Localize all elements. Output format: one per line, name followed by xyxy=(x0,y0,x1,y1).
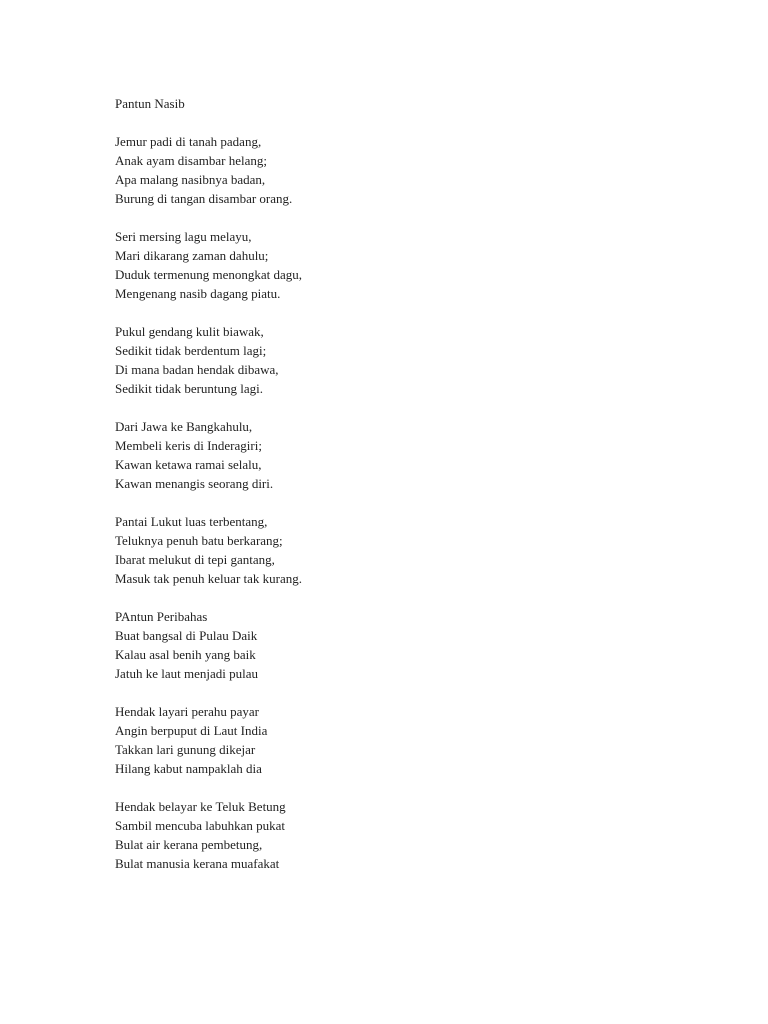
stanza-line: Teluknya penuh batu berkarang; xyxy=(115,533,283,548)
stanza-line: Takkan lari gunung dikejar xyxy=(115,742,256,757)
stanza-line: Sambil mencuba labuhkan pukat xyxy=(115,818,286,833)
document-title: Pantun Nasib xyxy=(115,96,185,111)
stanza-line: Jemur padi di tanah padang, xyxy=(115,134,262,149)
stanza-line: Membeli keris di Inderagiri; xyxy=(115,438,262,453)
stanza-line: Anak ayam disambar helang; xyxy=(115,153,267,168)
stanza-line: Apa malang nasibnya badan, xyxy=(115,172,266,187)
stanza xyxy=(115,132,715,208)
stanza-line: Mengenang nasib dagang piatu. xyxy=(115,286,281,301)
stanza-line: Angin berpuput di Laut India xyxy=(115,723,268,738)
stanza-line: Jatuh ke laut menjadi pulau xyxy=(115,666,258,681)
stanza-line: Kawan ketawa ramai selalu, xyxy=(115,457,262,472)
poem-text xyxy=(115,94,715,873)
stanza-line: Buat bangsal di Pulau Daik xyxy=(115,628,258,643)
stanza xyxy=(115,607,715,683)
stanza-line: Hendak layari perahu payar xyxy=(115,704,260,719)
stanza-line: Pukul gendang kulit biawak, xyxy=(115,324,264,339)
stanza-line: Ibarat melukut di tepi gantang, xyxy=(115,552,275,567)
stanza-line: Mari dikarang zaman dahulu; xyxy=(115,248,269,263)
stanza-line: Kalau asal benih yang baik xyxy=(115,647,256,662)
stanza xyxy=(115,797,715,873)
stanza xyxy=(115,512,715,588)
stanza-line: Burung di tangan disambar orang. xyxy=(115,191,293,206)
stanza-line: PAntun Peribahas xyxy=(115,609,208,624)
stanza-line: Masuk tak penuh keluar tak kurang. xyxy=(115,571,303,586)
stanza-line: Hendak belayar ke Teluk Betung xyxy=(115,799,286,814)
stanza-line: Di mana badan hendak dibawa, xyxy=(115,362,279,377)
stanza-line: Kawan menangis seorang diri. xyxy=(115,476,274,491)
stanza xyxy=(115,417,715,493)
stanza xyxy=(115,227,715,303)
stanza xyxy=(115,322,715,398)
stanza-line: Pantai Lukut luas terbentang, xyxy=(115,514,268,529)
stanza-line: Hilang kabut nampaklah dia xyxy=(115,761,262,776)
stanza-line: Seri mersing lagu melayu, xyxy=(115,229,252,244)
stanza xyxy=(115,702,715,778)
stanza-line: Sedikit tidak beruntung lagi. xyxy=(115,381,264,396)
stanza-line: Dari Jawa ke Bangkahulu, xyxy=(115,419,253,434)
stanza-line: Bulat manusia kerana muafakat xyxy=(115,856,280,871)
stanza-line: Duduk termenung menongkat dagu, xyxy=(115,267,303,282)
stanza-line: Bulat air kerana pembetung, xyxy=(115,837,263,852)
stanza-line: Sedikit tidak berdentum lagi; xyxy=(115,343,267,358)
